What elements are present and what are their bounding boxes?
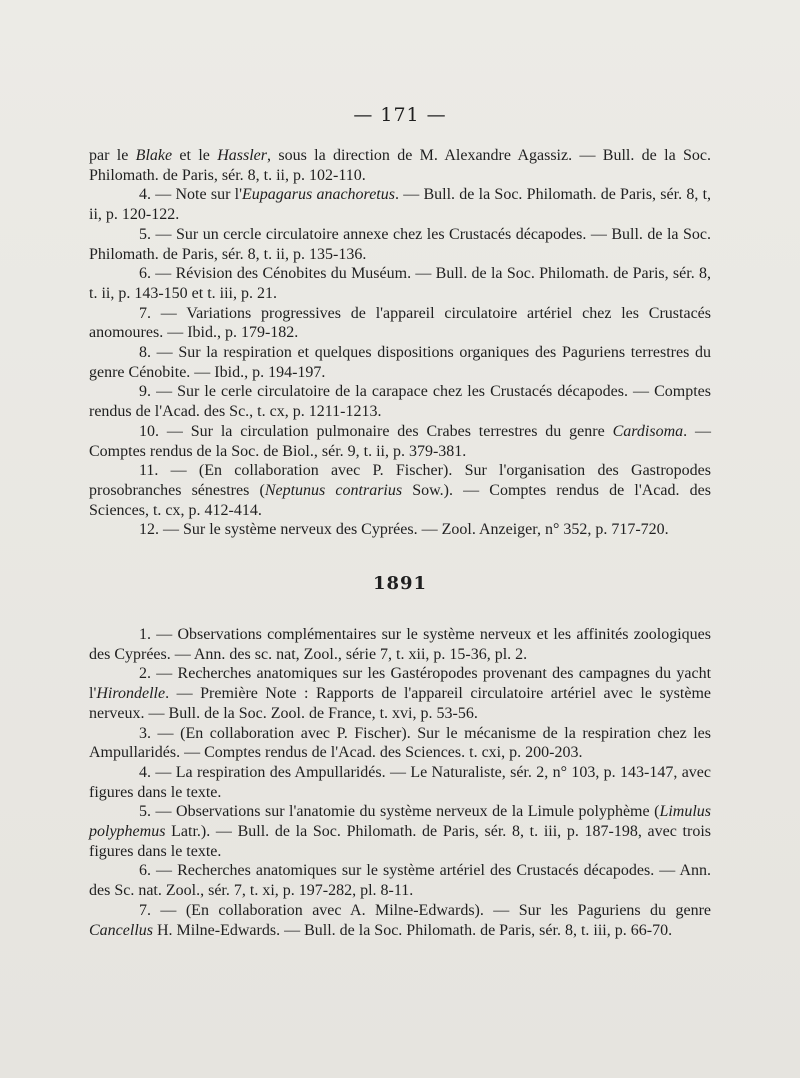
bibliography-entry: 5. — Observations sur l'anatomie du système nerveux de la Limule polyphème (Limulus polyphemus Latr.). — Bull. de la Soc. Philomath. de Paris, sér. 8, t. iii, p. 187-198, avec trois figures dans le texte. (89, 803, 712, 860)
entry-number: 6. — (139, 862, 178, 880)
italic-title: Eupagarus anachoretus (241, 186, 395, 204)
bibliography-entry: par le Blake et le Hassler, sous la direction de M. Alexandre Agassiz. — Bull. de la Soc. Philomath. de Paris, sér. 8, t. ii, p. 102-110. (89, 147, 712, 184)
italic-title: Limulus polyphemus (89, 803, 712, 841)
entry-number: 7. — (139, 901, 186, 919)
entry-number: 2. — (139, 665, 178, 683)
bibliography-entry: 4. — Note sur l'Eupagarus anachoretus. — Bull. de la Soc. Philomath. de Paris, sér. 8, t, ii, p. 120-122. (89, 186, 712, 224)
bibliography-entry: 6. — Révision des Cénobites du Muséum. — Bull. de la Soc. Philomath. de Paris, sér. 8, t. ii, p. 143-150 et t. iii, p. 21. (89, 265, 712, 302)
bibliography-list-1891 (89, 625, 711, 940)
entry-number: 10. — (139, 422, 191, 440)
bibliography-entry: 12. — Sur le système nerveux des Cyprées. — Zool. Anzeiger, n° 352, p. 717-720. (139, 521, 669, 539)
bibliography-entry: 5. — Sur un cercle circulatoire annexe chez les Crustacés décapodes. — Bull. de la Soc. Philomath. de Paris, sér. 8, t. ii, p. 135-136. (89, 225, 712, 263)
bibliography-entry: 11. — (En collaboration avec P. Fischer). Sur l'organisation des Gastropodes prosobranches sénestres (Neptunus contrarius Sow.). — Comptes rendus de l'Acad. des Sciences, t. cx, p. 412-414. (89, 462, 712, 519)
italic-title: Cardisoma (612, 422, 684, 440)
bibliography-list-1890 (89, 146, 711, 540)
page-number: — 171 — (353, 104, 447, 126)
entry-number: 3. — (139, 724, 181, 742)
entry-number: 9. — (139, 383, 178, 401)
italic-title: Blake (135, 147, 173, 164)
bibliography-entry: 6. — Recherches anatomiques sur le système artériel des Crustacés décapodes. — Ann. des Sc. nat. Zool., sér. 7, t. xi, p. 197-282, pl. 8-11. (89, 862, 711, 900)
bibliography-entry: 8. — Sur la respiration et quelques dispositions organiques des Paguriens terrestres du genre Cénobite. — Ibid., p. 194-197. (89, 344, 711, 381)
bibliography-entry: 4. — La respiration des Ampullaridés. — Le Naturaliste, sér. 2, n° 103, p. 143-147, avec figures dans le texte. (89, 763, 712, 801)
bibliography-entry: 7. — Variations progressives de l'appareil circulatoire artériel chez les Crustacés anomoures. — Ibid., p. 179-182. (89, 304, 711, 342)
entry-number: 11. — (139, 462, 199, 480)
entry-number: 12. — (139, 521, 183, 539)
entry-number: 5. — (139, 225, 176, 243)
italic-title: Neptunus contrarius (264, 481, 403, 499)
entry-number: 4. — (139, 186, 176, 204)
italic-title: Hirondelle (96, 685, 166, 703)
entry-number: 1. — (139, 626, 178, 643)
bibliography-entry: 2. — Recherches anatomiques sur les Gastéropodes provenant des campagnes du yacht l'Hirondelle. — Première Note : Rapports de l'appareil circulatoire artériel avec le système nerveux. — Bull. de la Soc. Zool. de France, t. xvi, p. 53-56. (89, 665, 712, 722)
italic-title: Hassler (217, 147, 267, 164)
entry-number: 8. — (139, 344, 179, 362)
bibliography-entry: 3. — (En collaboration avec P. Fischer). Sur le mécanisme de la respiration chez les Ampullaridés. — Comptes rendus de l'Acad. des Sciences. t. cxi, p. 200-203. (89, 724, 712, 762)
entry-number: 4. — (139, 763, 176, 781)
year-heading: 1891 (372, 573, 428, 594)
italic-title: Cancellus (89, 921, 153, 939)
bibliography-entry: 7. — (En collaboration avec A. Milne-Edwards). — Sur les Paguriens du genre Cancellus H. Milne-Edwards. — Bull. de la Soc. Philomath. de Paris, sér. 8, t. iii, p. 66-70. (89, 901, 712, 939)
entry-number: 5. — (139, 803, 177, 821)
entry-number: 7. — (139, 304, 187, 322)
bibliography-entry: 10. — Sur la circulation pulmonaire des Crabes terrestres du genre Cardisoma. — Comptes rendus de la Soc. de Biol., sér. 9, t. ii, p. 379-381. (89, 422, 711, 460)
bibliography-entry: 1. — Observations complémentaires sur le système nerveux et les affinités zoologiques des Cyprées. — Ann. des sc. nat, Zool., série 7, t. xii, p. 15-36, pl. 2. (89, 626, 712, 663)
entry-number: 6. — (139, 265, 176, 283)
bibliography-entry: 9. — Sur le cerle circulatoire de la carapace chez les Crustacés décapodes. — Comptes rendus de l'Acad. des Sc., t. cx, p. 1211-1213. (89, 383, 712, 421)
